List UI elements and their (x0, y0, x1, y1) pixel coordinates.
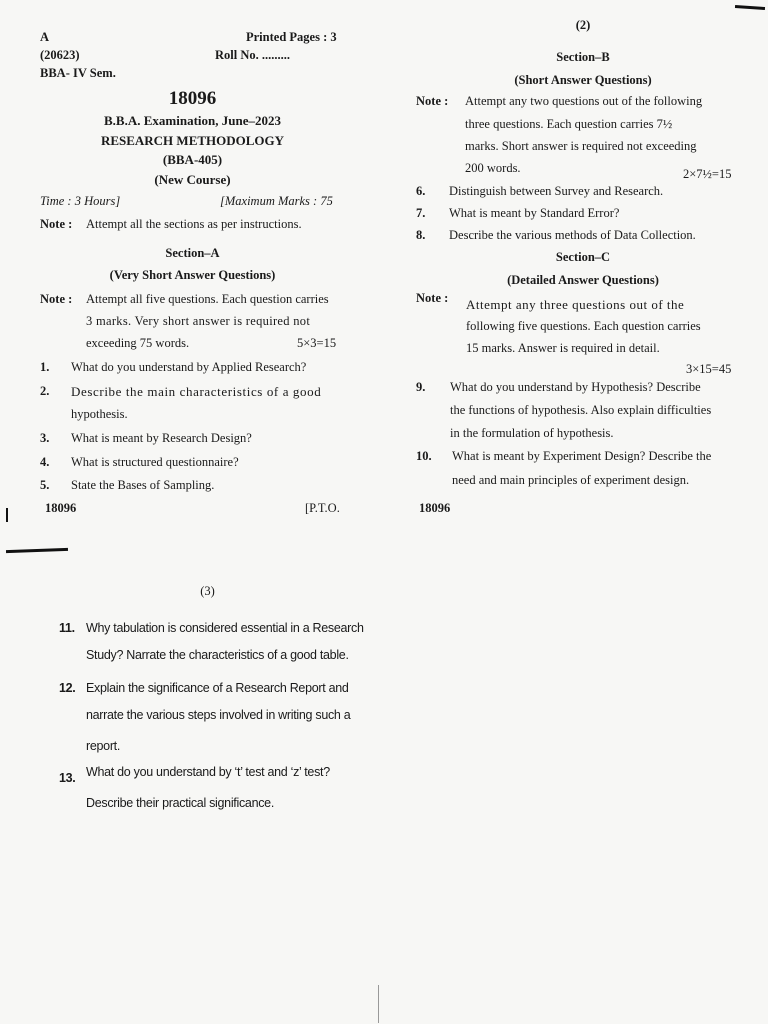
general-note-label: Note : (40, 217, 73, 231)
roll-no: Roll No. ......... (215, 48, 290, 62)
section-a-note-line: Attempt all five questions. Each question carries (86, 292, 329, 306)
page-1-footer-code: 18096 (45, 501, 77, 515)
section-b-marks: 2×7½=15 (683, 167, 732, 181)
question-text: What do you understand by Hypothesis? Describe (450, 380, 701, 394)
question-text: Why tabulation is considered essential in a Research (86, 621, 364, 635)
question-text: What is meant by Standard Error? (449, 206, 620, 220)
course-type: (New Course) (154, 172, 231, 187)
question-text: What is meant by Research Design? (71, 431, 252, 445)
question-text: narrate the various steps involved in writing such a (86, 708, 351, 722)
question-number: 10. (416, 449, 432, 463)
paper-number: 18096 (168, 88, 217, 109)
section-b-note-line: three questions. Each question carries 7½ (465, 117, 673, 131)
question-text: What is meant by Experiment Design? Describe the (452, 449, 712, 463)
question-text: hypothesis. (71, 407, 128, 421)
paper-code: (20623) (40, 48, 80, 62)
question-text: Describe their practical significance. (86, 796, 274, 810)
exam-title: B.B.A. Examination, June–2023 (104, 113, 281, 128)
question-number: 4. (40, 455, 50, 469)
question-number: 1. (40, 360, 50, 374)
question-text: State the Bases of Sampling. (71, 478, 215, 492)
question-number: 7. (416, 206, 426, 220)
time-allowed: Time : 3 Hours] (40, 194, 121, 208)
question-text: Explain the significance of a Research Report and (86, 681, 349, 695)
question-text: the functions of hypothesis. Also explain difficulties (450, 403, 712, 417)
page-3-number: (3) (200, 584, 215, 598)
scan-mark-page3 (6, 548, 68, 553)
section-a-note-label: Note : (40, 292, 73, 306)
section-b-note-line: marks. Short answer is required not exceeding (465, 139, 697, 153)
section-b-subtitle: (Short Answer Questions) (514, 73, 652, 87)
page-2-footer-code: 18096 (419, 501, 451, 515)
section-c-note-line: following five questions. Each question carries (466, 319, 701, 333)
section-a-note-line: exceeding 75 words. (86, 336, 190, 350)
semester: BBA- IV Sem. (40, 66, 116, 80)
question-number: 6. (416, 184, 426, 198)
section-b-title: Section–B (556, 50, 610, 64)
question-text: What do you understand by ‘t’ test and ‘z’ test? (86, 765, 330, 779)
question-number: 8. (416, 228, 426, 242)
pto-label: [P.T.O. (305, 501, 340, 515)
question-text: need and main principles of experiment design. (452, 473, 690, 487)
printed-pages: Printed Pages : 3 (246, 30, 337, 44)
section-c-note-line: Attempt any three questions out of the (466, 297, 685, 312)
scan-mark-top-right (735, 5, 765, 10)
question-number: 2. (40, 384, 50, 398)
section-a-note-line: 3 marks. Very short answer is required not (86, 314, 311, 328)
section-b-note-line: Attempt any two questions out of the following (465, 94, 703, 108)
paper-set: A (40, 30, 50, 44)
general-note-text: Attempt all the sections as per instructions. (86, 217, 302, 231)
question-number: 11. (59, 621, 75, 635)
scan-mark-bottom (378, 985, 379, 1023)
section-c-note-label: Note : (416, 291, 449, 305)
section-a-subtitle: (Very Short Answer Questions) (109, 268, 276, 282)
question-number: 9. (416, 380, 426, 394)
page-2-number: (2) (575, 18, 591, 32)
section-c-title: Section–C (555, 250, 611, 264)
section-c-subtitle: (Detailed Answer Questions) (507, 273, 659, 287)
question-number: 13. (59, 771, 76, 785)
question-text: Study? Narrate the characteristics of a good table. (86, 648, 349, 662)
maximum-marks: [Maximum Marks : 75 (220, 194, 333, 208)
subject-title: RESEARCH METHODOLOGY (100, 133, 285, 148)
question-text: in the formulation of hypothesis. (450, 426, 614, 440)
question-text: Describe the various methods of Data Collection. (449, 228, 696, 242)
question-text: Describe the main characteristics of a good (71, 384, 322, 399)
question-number: 3. (40, 431, 50, 445)
question-text: What is structured questionnaire? (71, 455, 239, 469)
section-c-note-line: 15 marks. Answer is required in detail. (466, 341, 660, 355)
question-number: 5. (40, 478, 50, 492)
question-text: report. (86, 739, 121, 753)
course-code: (BBA-405) (162, 152, 223, 167)
section-a-title: Section–A (165, 246, 220, 260)
question-text: What do you understand by Applied Research? (71, 360, 307, 374)
section-c-marks: 3×15=45 (686, 362, 732, 376)
section-b-note-line: 200 words. (465, 161, 521, 175)
question-number: 12. (59, 681, 76, 695)
question-text: Distinguish between Survey and Research. (449, 184, 664, 198)
section-a-marks: 5×3=15 (297, 336, 337, 350)
section-b-note-label: Note : (416, 94, 449, 108)
scan-mark-left (6, 508, 8, 522)
